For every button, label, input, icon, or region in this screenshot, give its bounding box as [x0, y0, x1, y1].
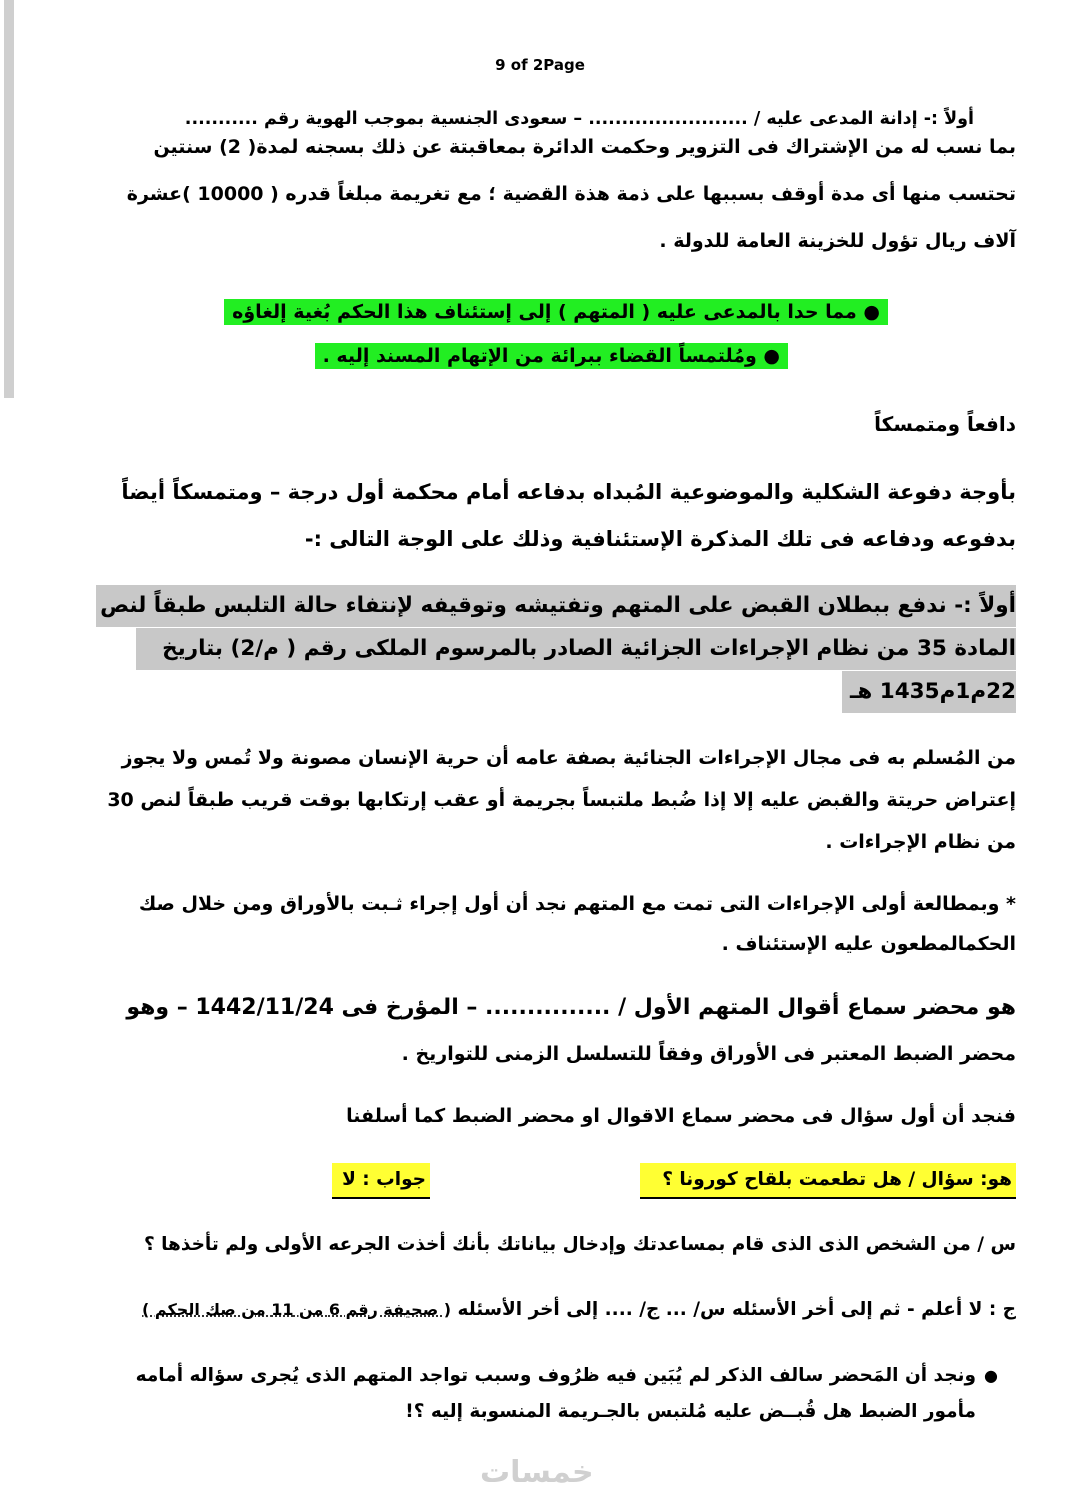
review-line-2: الحكمالمطعون عليه الإستئناف . [721, 933, 1016, 955]
qa-answer: جواب : لا [332, 1163, 430, 1199]
nullity-heading-line-1: أولاً :- ندفع ببطلان القبض على المتهم وتفتيشه وتوقيفه لإنتفاء حالة التلبس طبقاً لنص [96, 585, 1016, 627]
record-line-1: هو محضر سماع أقوال المتهم الأول / ............... – المؤرخ فى 1442/11/24 – وهو [126, 995, 1016, 1020]
answer-line [56, 1290, 1016, 1330]
nullity-heading-line-2: المادة 35 من نظام الإجراءات الجزائية الصادر بالمرسوم الملكى رقم ( م/2) بتاريخ [136, 628, 1016, 670]
nullity-heading-line-3: 22م1م1435 هـ [842, 671, 1016, 713]
final-bullet-dot: ● [984, 1366, 998, 1385]
answer-line-main: ج : لا أعلم - ثم إلى أخر الأسئله س/ ... ج/ .... إلى أخر الأسئله [457, 1299, 1016, 1320]
defense-line-1: بأوجة دفوعة الشكلية والموضوعية المُبداه بدفاعه أمام محكمة أول درجة – ومتمسكاً أيضاً [121, 480, 1016, 504]
page-number-header: 9 of 2Page [495, 56, 585, 74]
verdict-line-2: بما نسب له من الإشتراك فى التزوير وحكمت الدائرة بمعاقبتة عن ذلك بسجنه لمدة( 2) سنتين [153, 136, 1016, 158]
vaccine-question-line: س / من الشخص الذى الذى قام بمساعدتك وإدخال بياناتك بأنك أخذت الجرعه الأولى ولم تأخذها ؟ [143, 1234, 1016, 1255]
watermark-logo: خمسات [480, 1455, 594, 1490]
verdict-line-3: تحتسب منها أى مدة أوقف بسببها على ذمة هذة القضية ؛ مع تغريمة مبلغاً قدره ( 10000 )عشرة [126, 183, 1016, 205]
rights-line-3: من نظام الإجراءات . [825, 831, 1016, 853]
review-line-1: * وبمطالعة أولى الإجراءات التى تمت مع المتهم نجد أن أول إجراء ثـبت بالأوراق ومن خلال صك [138, 893, 1016, 915]
record-line-2: محضر الضبط المعتبر فى الأوراق وفقاً للتسلسل الزمنى للتواريخ . [401, 1043, 1016, 1065]
answer-line-reference: ( صحيفة رقم 6 من 11 من صك الحكم ) [142, 1300, 452, 1319]
first-question-sentence: فنجد أن أول سؤال فى محضر سماع الاقوال او محضر الضبط كما أسلفنا [346, 1105, 1016, 1127]
rights-line-2: إعتراض حريتة والقبض عليه إلا إذا ضُبط ملتبساً بجريمة أو عقب إرتكابها بوقت قريب طبقاً لنص 30 [107, 789, 1016, 811]
final-bullet-line-2: مأمور الضبط هل قُبــض عليه مُلتبس بالجـريمة المنسوبة إليه ؟! [405, 1401, 976, 1422]
qa-question: هو: سؤال / هل تطعمت بلقاح كورونا ؟ [640, 1163, 1016, 1199]
final-bullet-line-1: ونجد أن المَحضر سالف الذكر لم يُبَين فيه ظرُوف وسبب تواجد المتهم الذى يُجرى سؤاله أمامه [135, 1365, 976, 1386]
verdict-line-1: أولاً :- إدانة المدعى عليه / ........................ – سعودى الجنسية بموجب الهوية رقم ........... [184, 109, 974, 129]
appeal-bullet-2-text: ومُلتمساً القضاء ببرائة من الإتهام المسند إليه . [322, 345, 757, 367]
defense-heading: دافعاً ومتمسكاً [874, 412, 1016, 436]
verdict-line-4: آلاف ريال تؤول للخزينة العامة للدولة . [659, 230, 1016, 252]
defense-line-2: بدفوعه ودفاعه فى تلك المذكرة الإستئنافية وذلك على الوجة التالى :- [304, 527, 1016, 551]
appeal-bullet-2: ● ومُلتمساً القضاء ببرائة من الإتهام المسند إليه . [315, 336, 788, 376]
appeal-bullet-1: ● مما حدا بالمدعى عليه ( المتهم ) إلى إستئناف هذا الحكم بُغية إلغاؤه [224, 292, 888, 332]
appeal-bullet-1-text: مما حدا بالمدعى عليه ( المتهم ) إلى إستئناف هذا الحكم بُغية إلغاؤه [232, 301, 857, 323]
rights-line-1: من المُسلم به فى مجال الإجراءات الجنائية بصفة عامه أن حرية الإنسان مصونة ولا تُمس ولا يجوز [121, 747, 1016, 769]
